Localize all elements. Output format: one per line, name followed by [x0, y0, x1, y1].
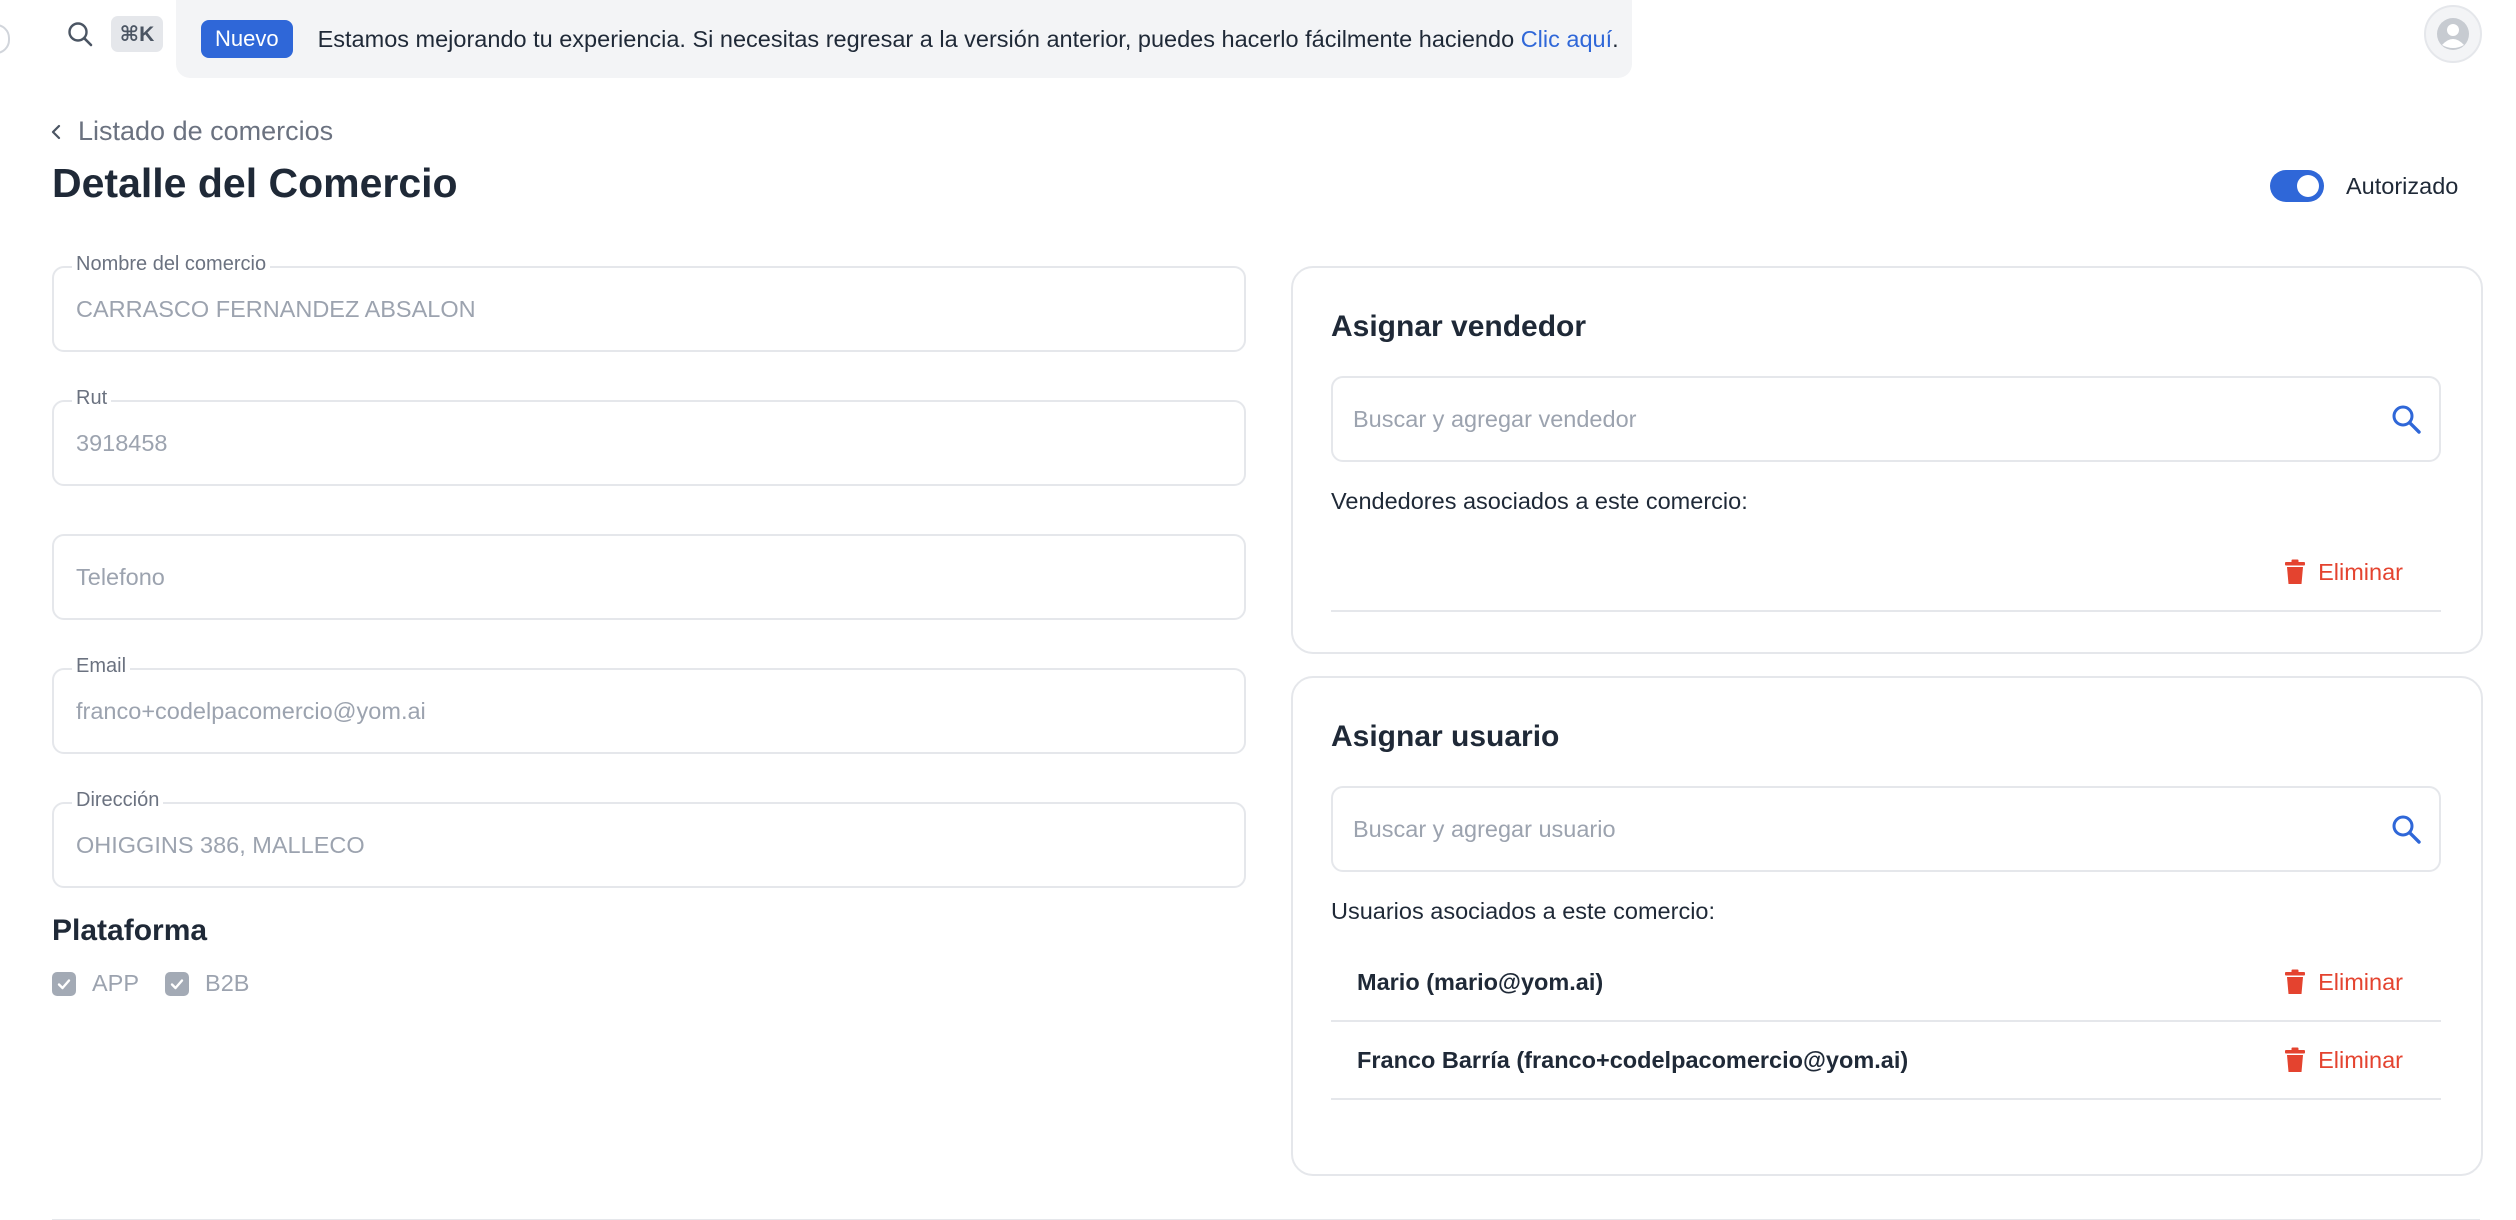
rut-label: Rut: [72, 387, 111, 410]
user-delete-label: Eliminar: [2318, 968, 2403, 995]
breadcrumb[interactable]: [50, 116, 333, 147]
assign-seller-title: Asignar vendedor: [1331, 310, 1587, 343]
user-delete-button[interactable]: [2284, 1047, 2403, 1074]
assign-user-card: [1291, 676, 2483, 1176]
user-search-button[interactable]: [2389, 812, 2423, 846]
user-search-input[interactable]: [1353, 788, 2313, 870]
rut-value: 3918458: [76, 430, 168, 456]
user-row-name: Mario (mario@yom.ai): [1357, 968, 1604, 995]
user-delete-button[interactable]: [2284, 969, 2403, 996]
phone-placeholder: Telefono: [76, 564, 165, 590]
toggle-knob: [2297, 175, 2319, 197]
address-field[interactable]: [52, 789, 1246, 888]
email-label: Email: [72, 655, 130, 678]
authorized-toggle-group: [2270, 170, 2458, 202]
breadcrumb-label: Listado de comercios: [78, 116, 334, 146]
banner-message-text: Estamos mejorando tu experiencia. Si necesitas regresar a la versión anterior, puedes hacerlo fácilmente haciendo: [317, 25, 1521, 52]
user-row-name: Franco Barría (franco+codelpacomercio@yom.ai): [1357, 1046, 1909, 1073]
authorized-label: Autorizado: [2346, 172, 2459, 199]
check-icon: [169, 976, 185, 992]
user-row: [1331, 1022, 2441, 1100]
user-search-box: [1331, 786, 2441, 872]
assign-seller-card: [1291, 266, 2483, 654]
chevron-left-icon: [50, 123, 62, 141]
rut-field[interactable]: [52, 387, 1246, 486]
user-row: [1331, 944, 2441, 1022]
check-icon: [56, 976, 72, 992]
b2b-checkbox[interactable]: [165, 972, 189, 996]
app-checkbox[interactable]: [52, 972, 76, 996]
banner-message: [318, 26, 1619, 53]
seller-search-button[interactable]: [2389, 402, 2423, 436]
address-value: OHIGGINS 386, MALLECO: [76, 832, 365, 858]
announcement-banner: [176, 0, 1632, 78]
app-checkbox-label: APP: [92, 970, 140, 996]
seller-delete-button[interactable]: [2284, 559, 2403, 586]
trash-icon: [2284, 969, 2306, 995]
banner-link[interactable]: Clic aquí: [1520, 25, 1613, 52]
business-name-value: CARRASCO FERNANDEZ ABSALON: [76, 296, 476, 322]
platform-title: Plataforma: [52, 914, 208, 947]
seller-row: [1331, 534, 2441, 612]
user-delete-label: Eliminar: [2318, 1046, 2403, 1073]
authorized-toggle[interactable]: [2270, 170, 2324, 202]
user-assoc-label: Usuarios asociados a este comercio:: [1331, 898, 1716, 924]
shortcut-hint: ⌘K: [111, 16, 163, 52]
seller-search-box: [1331, 376, 2441, 462]
avatar[interactable]: [2424, 5, 2482, 63]
search-icon: [2390, 403, 2422, 435]
search-icon[interactable]: [66, 20, 94, 48]
new-badge: Nuevo: [201, 20, 293, 58]
trash-icon: [2284, 1047, 2306, 1073]
search-icon: [2390, 813, 2422, 845]
banner-message-end: .: [1612, 25, 1619, 52]
sidebar-collapse-handle[interactable]: [0, 24, 10, 54]
page-title: Detalle del Comercio: [52, 160, 458, 206]
b2b-checkbox-label: B2B: [205, 970, 250, 996]
email-value: franco+codelpacomercio@yom.ai: [76, 698, 426, 724]
trash-icon: [2284, 559, 2306, 585]
platform-options: [52, 970, 275, 997]
assign-user-title: Asignar usuario: [1331, 720, 1560, 753]
seller-assoc-label: Vendedores asociados a este comercio:: [1331, 488, 1748, 514]
business-name-label: Nombre del comercio: [72, 253, 270, 276]
business-name-field[interactable]: [52, 253, 1246, 352]
seller-search-input[interactable]: [1353, 378, 2313, 460]
user-icon: [2436, 17, 2470, 51]
phone-field[interactable]: [52, 534, 1246, 620]
email-field[interactable]: [52, 655, 1246, 754]
seller-delete-label: Eliminar: [2318, 558, 2403, 585]
address-label: Dirección: [72, 789, 163, 812]
